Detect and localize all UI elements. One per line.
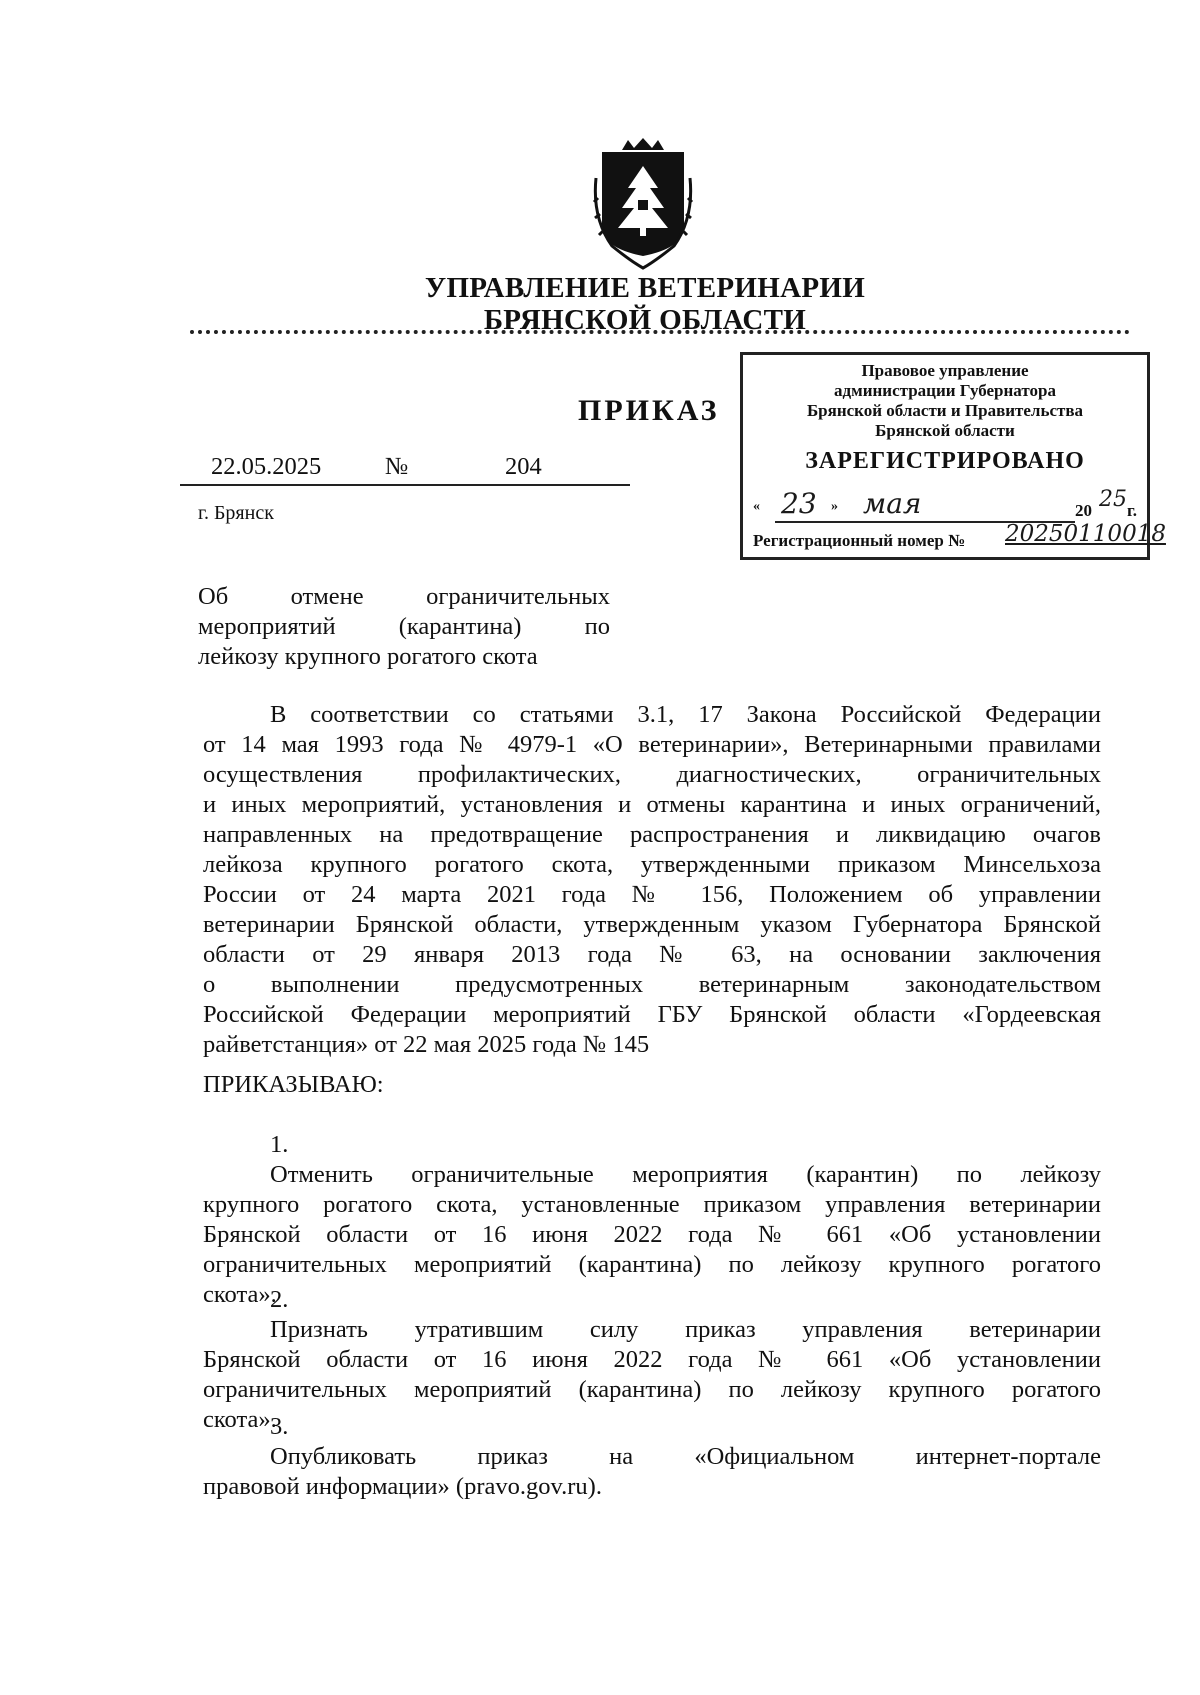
item-line: Брянской области от 16 июня 2022 года № 661 «Об установлении — [203, 1221, 1101, 1248]
document-subject — [198, 582, 610, 672]
subject-line-2: мероприятий (карантина) по — [198, 613, 610, 640]
preamble-line: от 14 мая 1993 года № 4979-1 «О ветеринарии», Ветеринарными правилами — [203, 731, 1101, 758]
stamp-line-4: Брянской области — [875, 421, 1015, 440]
stamp-year-suffix: г. — [1127, 501, 1138, 520]
item-number: 1. — [270, 1131, 289, 1158]
item-number: 2. — [270, 1286, 289, 1313]
document-number: 204 — [505, 453, 542, 480]
order-word: ПРИКАЗЫВАЮ: — [203, 1071, 384, 1098]
item-line: скота». — [203, 1406, 277, 1433]
preamble-line: осуществления профилактических, диагностических, ограничительных — [203, 761, 1101, 788]
subject-line-3: лейкозу крупного рогатого скота — [198, 643, 538, 670]
item-line: скота». — [203, 1281, 277, 1308]
order-item-3 — [203, 1412, 1101, 1502]
coat-of-arms-emblem — [592, 138, 694, 270]
stamp-registration-number-label: Регистрационный номер № — [753, 531, 966, 550]
stamp-year-prefix: 20 — [1075, 501, 1092, 520]
number-sign: № — [385, 453, 409, 480]
stamp-line-2: администрации Губернатора — [834, 381, 1056, 400]
stamp-handwritten-year: 25 — [1099, 487, 1127, 512]
preamble-paragraph — [203, 700, 1101, 1060]
document-city: г. Брянск — [198, 502, 274, 524]
preamble-line: о выполнении предусмотренных ветеринарным законодательством — [203, 971, 1101, 998]
agency-name-line-2: БРЯНСКОЙ ОБЛАСТИ — [483, 304, 807, 336]
preamble-line: Российской Федерации мероприятий ГБУ Брянской области «Гордеевская — [203, 1001, 1101, 1028]
item-line: Отменить ограничительные мероприятия (карантин) по лейкозу — [270, 1161, 1101, 1188]
item-number: 3. — [270, 1413, 289, 1440]
preamble-line: и иных мероприятий, установления и отмены карантина и иных ограничений, — [203, 791, 1101, 818]
preamble-line: ветеринарии Брянской области, утвержденным указом Губернатора Брянской — [203, 911, 1101, 938]
stamp-line-1: Правовое управление — [861, 361, 1029, 380]
registration-stamp — [740, 352, 1166, 560]
document-type-title: ПРИКАЗ — [578, 394, 720, 427]
item-line: ограничительных мероприятий (карантина) по лейкозу крупного рогатого — [203, 1376, 1101, 1403]
item-line: Опубликовать приказ на «Официальном интернет-портале — [270, 1443, 1101, 1470]
header-dotted-divider — [190, 330, 1130, 334]
item-line: ограничительных мероприятий (карантина) по лейкозу крупного рогатого — [203, 1251, 1101, 1278]
document-date: 22.05.2025 — [211, 453, 322, 480]
preamble-line: райветстанция» от 22 мая 2025 года № 145 — [203, 1031, 650, 1058]
order-item-1 — [203, 1130, 1101, 1310]
agency-name-line-1: УПРАВЛЕНИЕ ВЕТЕРИНАРИИ — [424, 272, 866, 304]
item-line: крупного рогатого скота, установленные приказом управления ветеринарии — [203, 1191, 1101, 1218]
preamble-line: лейкоза крупного рогатого скота, утвержденными приказом Минсельхоза — [203, 851, 1101, 878]
subject-line-1: Об отмене ограничительных — [198, 583, 610, 610]
item-line: правовой информации» (pravo.gov.ru). — [203, 1473, 602, 1500]
stamp-date-row — [753, 487, 1143, 523]
stamp-handwritten-registration-number: 20250110018 — [1005, 521, 1166, 547]
stamp-quote-close: » — [831, 499, 838, 514]
stamp-handwritten-day: 23 — [781, 487, 817, 520]
item-line: Брянской области от 16 июня 2022 года № 661 «Об установлении — [203, 1346, 1101, 1373]
preamble-line: направленных на предотвращение распространения и ликвидацию очагов — [203, 821, 1101, 848]
preamble-line: области от 29 января 2013 года № 63, на основании заключения — [203, 941, 1101, 968]
preamble-line: В соответствии со статьями 3.1, 17 Закона Российской Федерации — [270, 701, 1101, 728]
stamp-handwritten-month: мая — [863, 487, 922, 520]
stamp-quote-open: « — [753, 499, 760, 514]
item-line: Признать утратившим силу приказ управления ветеринарии — [270, 1316, 1101, 1343]
preamble-line: России от 24 марта 2021 года № 156, Положением об управлении — [203, 881, 1101, 908]
stamp-line-3: Брянской области и Правительства — [806, 401, 1084, 420]
stamp-registered-label: ЗАРЕГИСТРИРОВАНО — [805, 448, 1085, 474]
